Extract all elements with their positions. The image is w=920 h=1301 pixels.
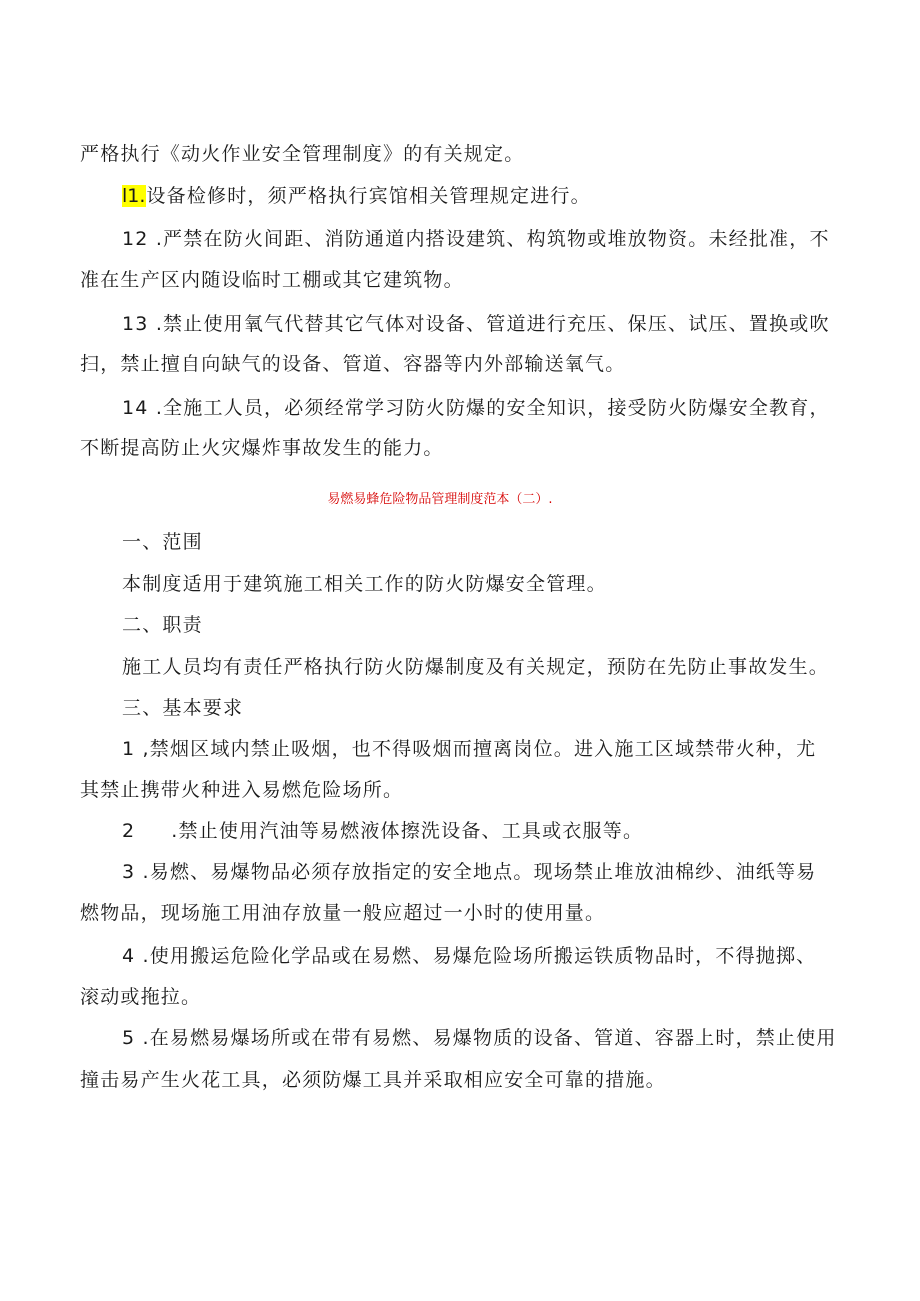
heading-scope: 一、范围: [122, 531, 203, 553]
rule-1-line-2: 其禁止携带火种进入易燃危险场所。: [80, 779, 404, 801]
rule-2-number: 2: [122, 820, 136, 842]
rule-4-line-1: 4 .使用搬运危险化学品或在易燃、易爆危险场所搬运铁质物品时，不得抛掷、: [122, 945, 817, 967]
rule-3-line-1: 3 .易燃、易爆物品必须存放指定的安全地点。现场禁止堆放油棉纱、油纸等易: [122, 861, 817, 883]
paragraph-12-line-1: 12 .严禁在防火间距、消防通道内搭设建筑、构筑物或堆放物资。未经批准，不: [122, 228, 830, 250]
rule-2-text: .禁止使用汽油等易燃液体擦洗设备、工具或衣服等。: [171, 820, 644, 842]
rule-5-line-2: 撞击易产生火花工具，必须防爆工具并采取相应安全可靠的措施。: [80, 1069, 666, 1091]
paragraph-11: [122, 184, 840, 208]
paragraph-14-line-2: 不断提高防止火灾爆炸事故发生的能力。: [80, 437, 444, 459]
highlight-number: l1.: [122, 185, 146, 207]
paragraph-11-text: 设备检修时，须严格执行宾馆相关管理规定进行。: [146, 185, 591, 207]
paragraph-14-line-1: 14 .全施工人员，必须经常学习防火防爆的安全知识，接受防火防爆安全教育，: [122, 397, 830, 419]
paragraph-10-end: 严格执行《动火作业安全管理制度》的有关规定。: [80, 143, 525, 165]
paragraph-12-line-2: 准在生产区内随设临时工棚或其它建筑物。: [80, 269, 464, 291]
heading-requirements: 三、基本要求: [122, 697, 244, 719]
rule-1-line-1: 1 ,禁烟区域内禁止吸烟，也不得吸烟而擅离岗位。进入施工区域禁带火种，尤: [122, 738, 817, 760]
section-title: 易燃易蜂危险物品管理制度范本（二）.: [327, 492, 553, 507]
paragraph-13-line-1: 13 .禁止使用氧气代替其它气体对设备、管道进行充压、保压、试压、置换或吹: [122, 313, 830, 335]
scope-text: 本制度适用于建筑施工相关工作的防火防爆安全管理。: [122, 573, 607, 595]
heading-duties: 二、职责: [122, 614, 203, 636]
rule-3-line-2: 燃物品，现场施工用油存放量一般应超过一小时的使用量。: [80, 902, 606, 924]
duties-text: 施工人员均有责任严格执行防火防爆制度及有关规定，预防在先防止事故发生。: [122, 656, 830, 678]
paragraph-13-line-2: 扫，禁止擅自向缺气的设备、管道、容器等内外部输送氧气。: [80, 353, 626, 375]
rule-2: [122, 819, 840, 843]
rule-5-line-1: 5 .在易燃易爆场所或在带有易燃、易爆物质的设备、管道、容器上时，禁止使用: [122, 1027, 837, 1049]
rule-4-line-2: 滚动或拖拉。: [80, 986, 202, 1008]
